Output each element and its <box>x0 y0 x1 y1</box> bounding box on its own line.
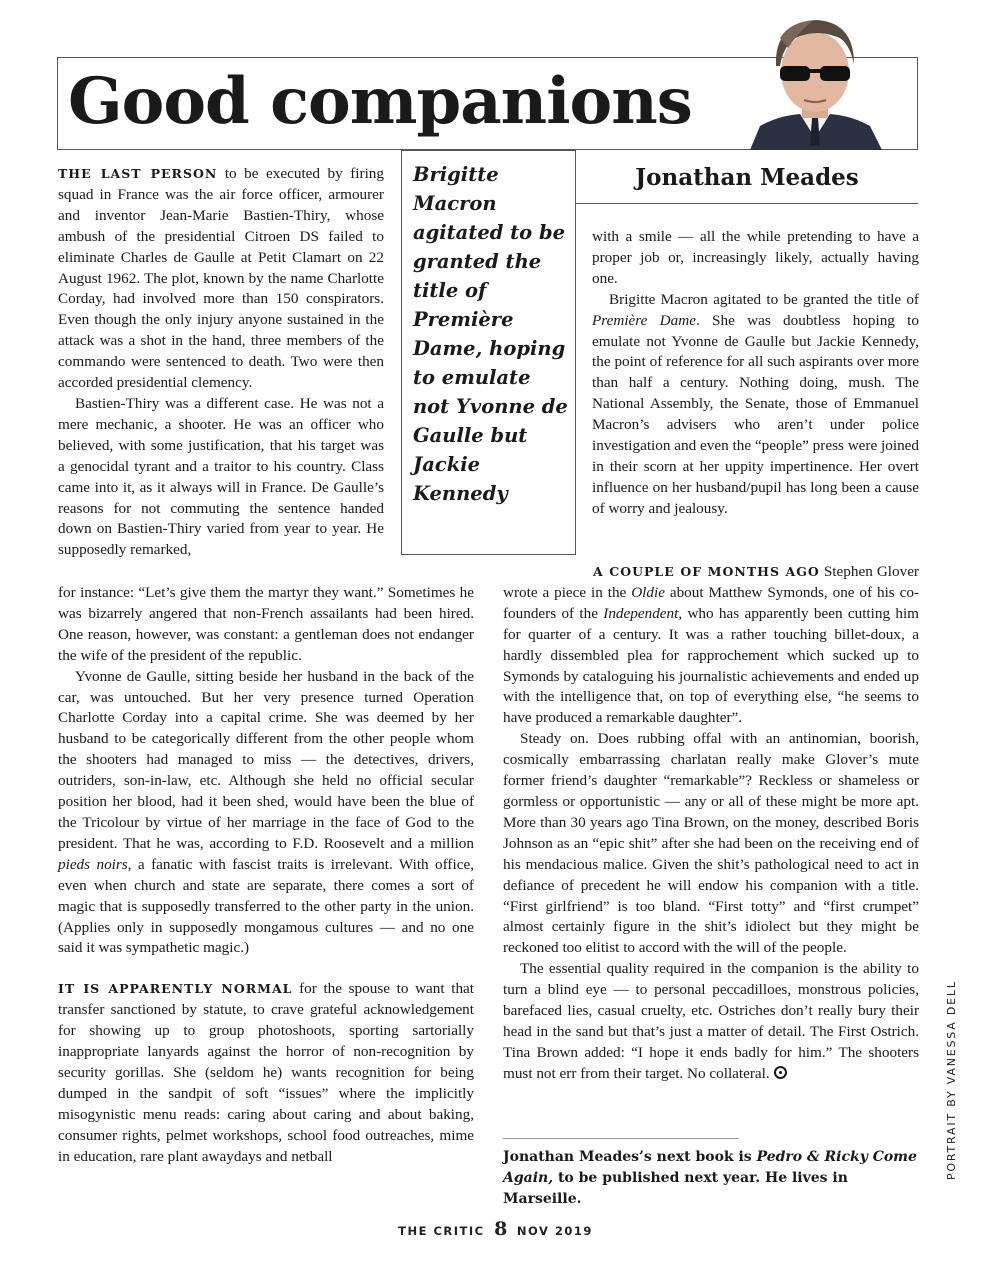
lead-in: THE LAST PERSON <box>58 166 218 181</box>
left-column-top <box>58 164 384 561</box>
lead-in: IT IS APPARENTLY NORMAL <box>58 981 293 997</box>
paragraph: A COUPLE OF MONTHS AGO Stephen Glover wrote a piece in the Oldie about Matthew Symonds, one of his co-founders of the Independent, who has apparently been cutting him for quarter of a century. It was a rather touching billet-doux, a hardly dissembled plea for rapprochement which sucked up to Symonds by cataloguing his journalistic achievements and ended up with the intelligence that, on top of everything else, “he seems to have produced a remarkable daughter”. <box>503 563 919 727</box>
page-number: 8 <box>494 1218 508 1240</box>
issue-date: NOV 2019 <box>516 1224 593 1238</box>
paragraph: The essential quality required in the companion is the ability to turn a blind eye — to personal peccadilloes, monstrous policies, barefaced lies, casual cruelty, etc. Ostriches don’t really bury their head in the sand but that’s just a matter of detail. The First Ostrich. Tina Brown added: “I hope it ends badly for him.” The shooters must not err from their target. No collateral. <box>503 960 919 1082</box>
paragraph: Bastien-Thiry was a different case. He was not a mere mechanic, a shooter. He was an officer who believed, with some justification, that his target was a genocidal tyrant and a traitor to his country. Class came into it, as it always will in France. De Gaulle’s reasons for not commuting the sentence handed down on Bastien-Thiry varied from year to year. He supposedly remarked, <box>58 394 384 559</box>
author-bio: Jonathan Meades’s next book is Pedro & Ricky Come Again, to be published next year. He lives in Marseille. <box>503 1149 917 1207</box>
right-column-top <box>592 227 919 520</box>
paragraph: Yvonne de Gaulle, sitting beside her husband in the back of the car, was untouched. But her very presence turned Operation Charlotte Corday into a capital crime. She was deemed by her husband to be categorically different from the other people whom the shooters had managed to miss — the detectives, drivers, outriders, son-in-law, etc. Although she held no official secular position her blood, had it been shed, would have been the blue of the Tricolour by virtue of her marriage in the face of God to the president. That he was, according to F.D. Roosevelt and a million pieds noirs, a fanatic with fascist traits is irrelevant. With office, even when church and state are separate, there comes a sort of magic that is supposedly transferred to the other party in the union. (Applies only in supposedly mongamous cultures — and no one said it was sympathetic magic.) <box>58 667 474 957</box>
page-title: Good companions <box>68 64 692 139</box>
bio-divider <box>503 1138 739 1139</box>
right-column-bottom <box>503 562 919 1085</box>
paragraph: Brigitte Macron agitated to be granted the title of Première Dame. She was doubtless hoping to emulate not Yvonne de Gaulle but Jackie Kennedy, the point of reference for all such aspirants over more than half a century. Nothing doing, mush. The National Assembly, the Senate, those of Emmanuel Macron’s advisers who aren’t under police investigation and even the “people” press were joined in their scorn at her uppity impertinence. Her overt influence on her husband/pupil has long been a cause of worry and jealousy. <box>592 290 919 517</box>
critic-c-logo-icon <box>774 1066 787 1079</box>
portrait-credit: PORTRAIT BY VANESSA DELL <box>945 980 958 1180</box>
paragraph: Steady on. Does rubbing offal with an antinomian, boorish, cosmically embarrassing charlatan really make Glover’s mute former friend’s daughter “remarkable”? Reckless or shameless or gormless or opportunistic — any or all of these might be more apt. More than 30 years ago Tina Brown, on the money, described Boris Johnson as an “epic shit” after she had been on the receiving end of his mendacious malice. Given the shit’s pathological need to act in defiance of precedent he will endow his companion with a title. “First girlfriend” is too bland. “First totty” and “first crumpet” almost certainly figure in the shit’s idiolect but they might be reckoned too elitist to accord with the will of the people. <box>503 730 919 957</box>
paragraph: for instance: “Let’s give them the martyr they want.” Sometimes he was bizarrely angered that non-French assailants had been hired. One reason, however, was constant: a gentleman does not endanger the wife of the president of the republic. <box>58 584 474 664</box>
lead-in: A COUPLE OF MONTHS AGO <box>593 564 820 579</box>
publication-name: THE CRITIC <box>398 1224 485 1238</box>
left-column-bottom <box>58 583 474 1167</box>
paragraph: IT IS APPARENTLY NORMAL for the spouse to want that transfer sanctioned by statute, to crave grateful acknowledgement for showing up to group photoshoots, sporting sartorially inappropriate lanyards against the horror of non-recognition by security gorillas. She (seldom he) wants recognition for being dumped in the sandpit of soft “issues” where the implicitly misogynistic menu reads: caring about caring and about baking, consumer rights, pelmet workshops, school food outreaches, mime in education, rare plant awaydays and netball <box>58 980 474 1165</box>
author-byline: Jonathan Meades <box>576 150 918 204</box>
author-portrait <box>730 8 900 150</box>
paragraph: with a smile — all the while pretending to have a proper job or, increasingly likely, actually having one. <box>592 228 919 287</box>
page-footer <box>0 1218 991 1240</box>
pullquote: Brigitte Macron agitated to be granted the title of Première Dame, hoping to emulate not Yvonne de Gaulle but Jackie Kennedy <box>413 163 568 505</box>
paragraph: THE LAST PERSON to be executed by firing squad in France was the air force officer, armourer and inventor Jean-Marie Bastien-Thiry, whose ambush of the presidential Citroen DS failed to eliminate Charles de Gaulle at Petit Clamart on 22 August 1962. The plot, known by the name Charlotte Corday, had involved more than 150 conspirators. Even though the only injury anyone sustained in the attack was a shot in the hand, three members of the commando were sentenced to death. Two were then accorded presidential clemency. <box>58 165 384 392</box>
